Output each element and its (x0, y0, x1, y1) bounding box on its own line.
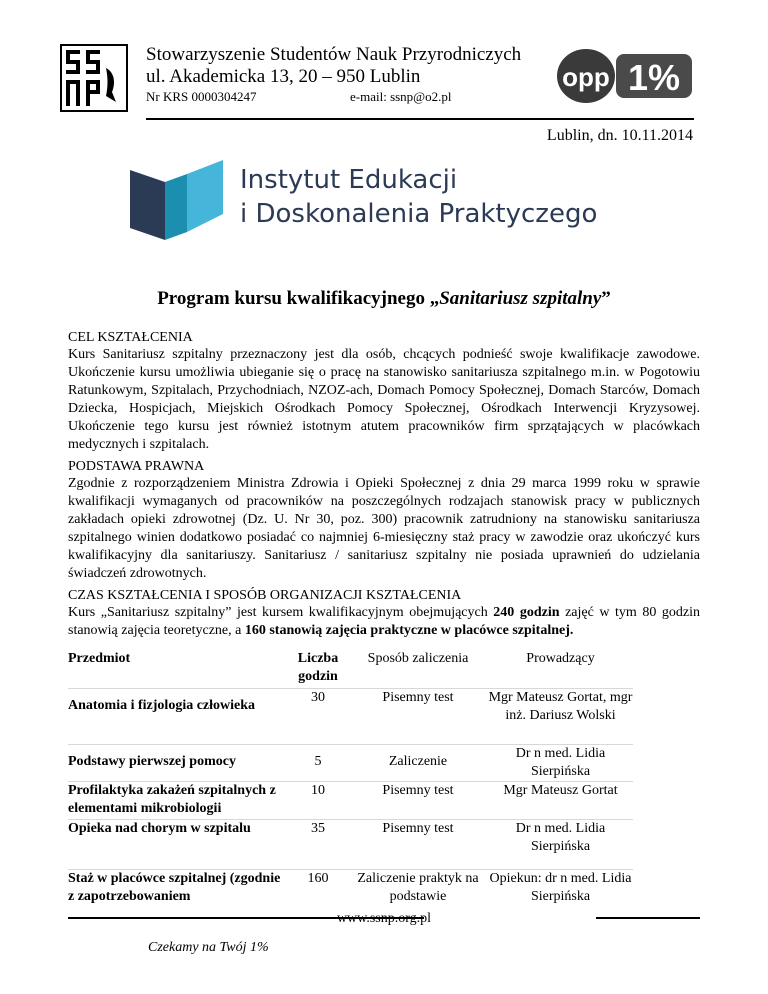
title-course-name: Sanitariusz szpitalny (439, 288, 602, 309)
czas-text-2: zajęć w tym 80 godzin stanowią zajęcia teoretyczne, a (68, 605, 700, 638)
cell-hours: 30 (288, 689, 348, 745)
cell-teacher: Mgr Mateusz Gortat, mgr inż. Dariusz Wolski (488, 689, 633, 745)
section-heading-podstawa: PODSTAWA PRAWNA (68, 459, 205, 474)
header-teacher: Prowadzący (488, 650, 633, 689)
section-text-podstawa: Zgodnie z rozporządzeniem Ministra Zdrowia i Opieki Społecznej z dnia 29 marca 1999 roku w sprawie kwalifikacji wymaganych od pracowników na poszczególnych rodzajach stanowisk pracy w publicznych zakładach opieki zdrowotnej (Dz. U. Nr 30, poz. 300) pracownik zatrudniony na stanowisku sanitariusza szpitalnego winien dodatkowo posiadać co najmniej 6-miesięczny staż pracy w zawodzie oraz ukończyć kurs kwalifikacyjny dla sanitariuszy. Sanitariusz / sanitariusz szpitalny nie posiada uprawnień do udzielania świadczeń zdrowotnych. (68, 476, 700, 581)
org-address: ul. Akademicka 13, 20 – 950 Lublin (146, 66, 421, 87)
header-method: Sposób zaliczenia (348, 650, 488, 689)
cell-subject: Podstawy pierwszej pomocy (68, 745, 288, 782)
opp-badge (556, 46, 696, 104)
cell-teacher: Dr n med. Lidia Sierpińska (488, 745, 633, 782)
opp-text: opp (562, 62, 610, 92)
document-title (0, 288, 768, 310)
cell-subject: Anatomia i fizjologia człowieka (68, 689, 288, 745)
cell-method: Pisemny test (348, 689, 488, 745)
institute-name-line1: Instytut Edukacji (240, 165, 458, 195)
cell-hours: 160 (307, 871, 329, 886)
section-heading-czas: CZAS KSZTAŁCENIA I SPOSÓB ORGANIZACJI KSZTAŁCENIA (68, 588, 462, 603)
ssnp-logo (60, 44, 128, 112)
email: e-mail: ssnp@o2.pl (350, 89, 452, 104)
cell-subject: Profilaktyka zakażeń szpitalnych z elementami mikrobiologii (68, 782, 288, 820)
cell-subject: Staż w placówce szpitalnej (zgodnie z zapotrzebowaniem (68, 871, 281, 904)
table-row (68, 870, 633, 907)
cell-method: Pisemny test (348, 820, 488, 870)
footer-tagline: Czekamy na Twój 1% (148, 940, 269, 955)
cell-subject: Opieka nad chorym w szpitalu (68, 820, 288, 870)
table-row (68, 689, 633, 745)
czas-text-1: Kurs „Sanitariusz szpitalny” jest kursem kwalifikacyjnym obejmujących (68, 605, 494, 620)
institute-logo-icon (125, 152, 225, 242)
cell-hours: 5 (288, 745, 348, 782)
section-text-cel: Kurs Sanitariusz szpitalny przeznaczony jest dla osób, chcących podnieść swoje kwalifikacje zawodowe. Ukończenie kursu umożliwia ubieganie się o pracę na stanowisko sanitariusza szpitalnego m.in. w Pogotowiu Ratunkowym, Szpitalach, Przychodniach, NZOZ-ach, Domach Pomocy Społecznej, Domach Starców, Domach Dziecka, Hospicjach, Miejskich Ośrodkach Pomocy Społecznej, Ośrodkach Interwencji Kryzysowej. Ukończenie tego kursu jest również istotnym atutem pracowników firm sprzątających w placówkach medycznych i szpitalach. (68, 347, 700, 452)
table-row (68, 782, 633, 820)
cell-teacher: Opiekun: dr n med. Lidia Sierpińska (489, 871, 632, 904)
cell-method: Zaliczenie praktyk na podstawie (357, 871, 479, 904)
footer-rule-right (596, 917, 700, 919)
section-text-czas (68, 604, 700, 640)
opp-percent: 1% (627, 57, 681, 98)
header-subject: Przedmiot (68, 650, 288, 689)
cell-method: Pisemny test (348, 782, 488, 820)
document-date: Lublin, dn. 10.11.2014 (546, 127, 693, 144)
cell-method: Zaliczenie (348, 745, 488, 782)
header-rule (146, 118, 694, 120)
section-heading-cel: CEL KSZTAŁCENIA (68, 330, 193, 345)
table-row (68, 745, 633, 782)
institute-name-line2: i Doskonalenia Praktyczego (240, 199, 598, 229)
program-table (68, 650, 633, 906)
cell-teacher: Mgr Mateusz Gortat (488, 782, 633, 820)
krs-number: Nr KRS 0000304247 (146, 89, 257, 104)
czas-bold-practical: 160 stanowią zajęcia praktyczne w placówce szpitalnej. (244, 623, 574, 638)
header-hours: Liczba godzin (288, 650, 348, 689)
title-suffix: ” (601, 288, 611, 309)
table-header-row (68, 650, 633, 689)
cell-hours: 35 (288, 820, 348, 870)
footer-website[interactable]: www.ssnp.org.pl (336, 911, 432, 926)
institute-name (240, 163, 597, 231)
org-name: Stowarzyszenie Studentów Nauk Przyrodniczych (146, 44, 522, 65)
title-prefix: Program kursu kwalifikacyjnego „ (157, 288, 440, 309)
cell-teacher: Dr n med. Lidia Sierpińska (488, 820, 633, 870)
table-row (68, 820, 633, 870)
cell-hours: 10 (288, 782, 348, 820)
czas-bold-hours: 240 godzin (493, 605, 560, 620)
